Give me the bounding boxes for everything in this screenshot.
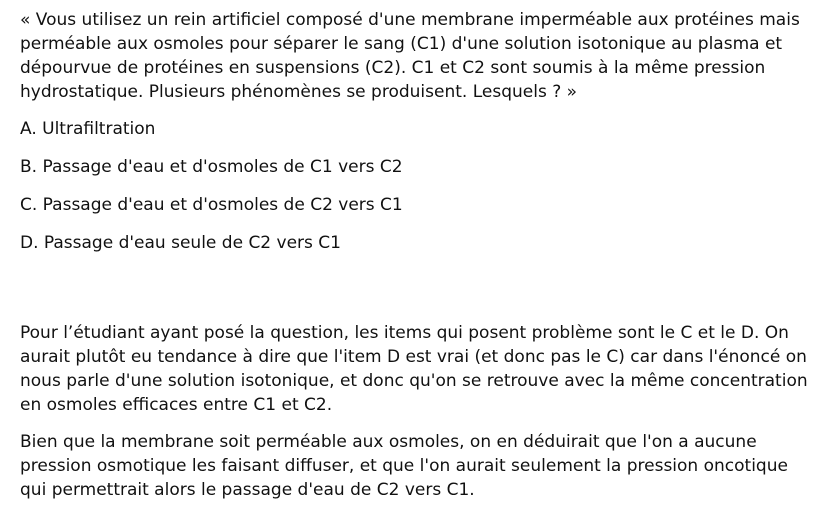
explanation-paragraph-1: Pour l’étudiant ayant posé la question, les items qui posent problème sont le C et le D. On aurait plutôt eu tendance à dire que l'item D est vrai (et donc pas le C) car dans l'énoncé on nous parle d'une solution isotonique, et donc qu'on se retrouve avec la même concentration en osmoles efficaces entre C1 et C2. bbox=[20, 323, 808, 415]
document-body bbox=[20, 8, 810, 515]
question-text: « Vous utilisez un rein artificiel composé d'une membrane imperméable aux protéines mais perméable aux osmoles pour séparer le sang (C1) d'une solution isotonique au plasma et dépourvue de protéines en suspensions (C2). C1 et C2 sont soumis à la même pression hydrostatique. Plusieurs phénomènes se produisent. Lesquels ? » bbox=[20, 10, 800, 102]
section-spacer bbox=[20, 269, 810, 321]
option-b: B. Passage d'eau et d'osmoles de C1 vers C2 bbox=[20, 157, 403, 177]
option-c: C. Passage d'eau et d'osmoles de C2 vers C1 bbox=[20, 195, 403, 215]
options-list bbox=[20, 117, 810, 255]
option-d: D. Passage d'eau seule de C2 vers C1 bbox=[20, 233, 341, 253]
option-a: A. Ultrafiltration bbox=[20, 119, 156, 139]
explanation-paragraph-2: Bien que la membrane soit perméable aux osmoles, on en déduirait que l'on a aucune pression osmotique les faisant diffuser, et que l'on aurait seulement la pression oncotique qui permettrait alors le passage d'eau de C2 vers C1. bbox=[20, 432, 788, 500]
